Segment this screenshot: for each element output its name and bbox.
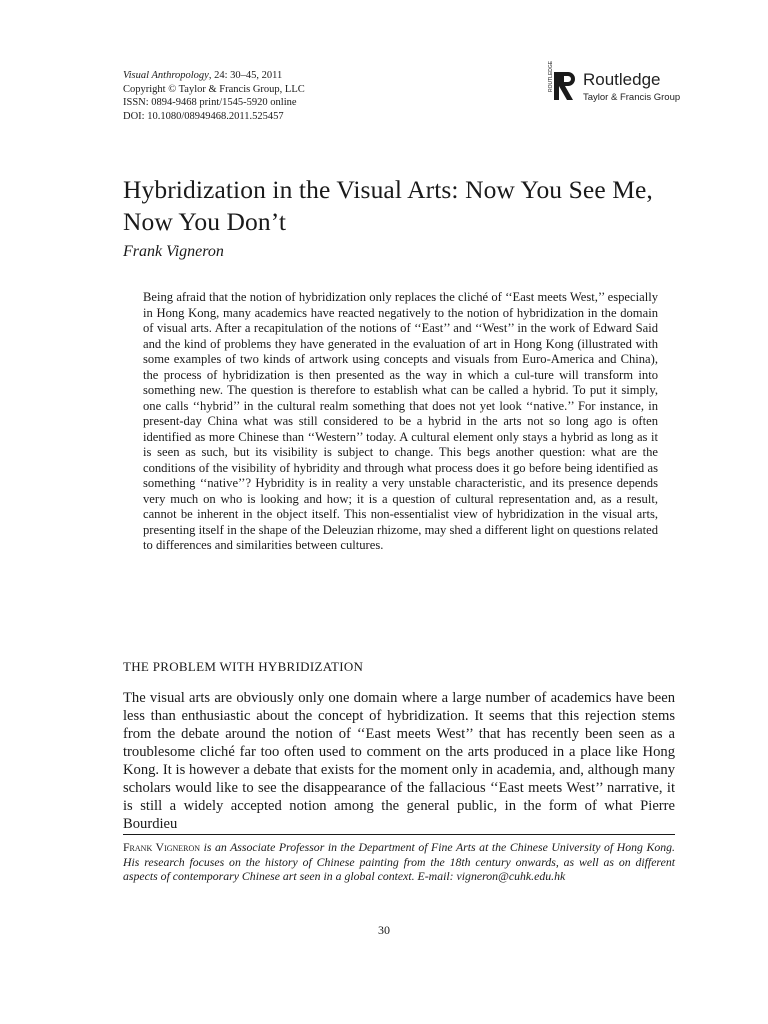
journal-line: [123, 69, 305, 83]
publisher-name: Routledge: [583, 70, 661, 89]
publisher-logo: [548, 60, 681, 110]
citation-block: [123, 69, 305, 123]
footnote-author-name: Frank Vigneron: [123, 840, 201, 854]
doi-line: DOI: 10.1080/08949468.2011.525457: [123, 110, 284, 122]
article-title: Hybridization in the Visual Arts: Now You See Me, Now You Don’t: [123, 175, 653, 236]
publisher-group: Taylor & Francis Group: [583, 92, 681, 103]
publisher-vertical-mark: ROUTLEDGE: [548, 60, 554, 92]
page-number: 30: [378, 923, 390, 937]
journal-name: Visual Anthropology: [123, 70, 209, 81]
footnote-divider: [123, 834, 675, 835]
abstract: Being afraid that the notion of hybridization only replaces the cliché of ‘‘East meets West,’’ especially in Hong Kong, many academics have reacted negatively to the notion of hybridization in the domain of visual arts. After a recapitulation of the notions of ‘‘East’’ and ‘‘West’’ in the work of Edward Said and the kind of problems they have generated in the evaluation of art in Hong Kong (illustrated with some examples of two kinds of artwork using concepts and visuals from Euro-America and China), the process of hybridization is then presented as the way in which a cul-ture will transform into something new. The question is therefore to establish what can be called a hybrid. To put it simply, one calls ‘‘hybrid’’ in the cultural realm something that does not yet look ‘‘native.’’ For instance, in present-day China what was still considered to be a hybrid in the arts not so long ago is often identified as more Chinese than ‘‘Western’’ today. A cultural element only stays a hybrid as long as it is seen as such, but its visibility is subject to change. This begs another question: what are the conditions of the visibility of hybridity and through what process does it go before being identified as something ‘‘native’’? Hybridity is in reality a very unstable characteristic, and its presence depends very much on who is looking and how; it is a question of cultural representation and, as a result, cannot be inherent in the object itself. This non-essentialist view of hybridization in the visual arts, presenting itself in the shape of the Deleuzian rhizome, may shed a different light on questions related to differences and similarities between cultures.: [143, 290, 658, 552]
issn-line: ISSN: 0894-9468 print/1545-5920 online: [123, 97, 297, 108]
journal-citation: , 24: 30–45, 2011: [208, 70, 283, 81]
footnote-text: is an Associate Professor in the Department of Fine Arts at the Chinese University of Hong Kong. His research focuses on the history of Chinese painting from the 18th century onwards, as well as on different aspects of contemporary Chinese art seen in a global context. E-mail: vigneron@cuhk.edu.hk: [123, 840, 675, 883]
author-footnote: [123, 840, 675, 884]
body-paragraph: The visual arts are obviously only one domain where a large number of academics have been less than enthusiastic about the concept of hybridization. It seems that this rejection stems from the debate around the notion of ‘‘East meets West’’ that has recently been seen as a troublesome cliché far too often used to comment on the arts produced in a place like Hong Kong. It is however a debate that exists for the moment only in academia, and, although many scholars would like to see the disappearance of the fallacious ‘‘East meets West’’ narrative, it is still a widely accepted notion among the general public, in the form of what Pierre Bourdieu: [123, 690, 675, 832]
article-author: Frank Vigneron: [123, 243, 224, 260]
copyright-line: Copyright © Taylor & Francis Group, LLC: [123, 83, 305, 95]
section-heading: THE PROBLEM WITH HYBRIDIZATION: [123, 659, 364, 674]
